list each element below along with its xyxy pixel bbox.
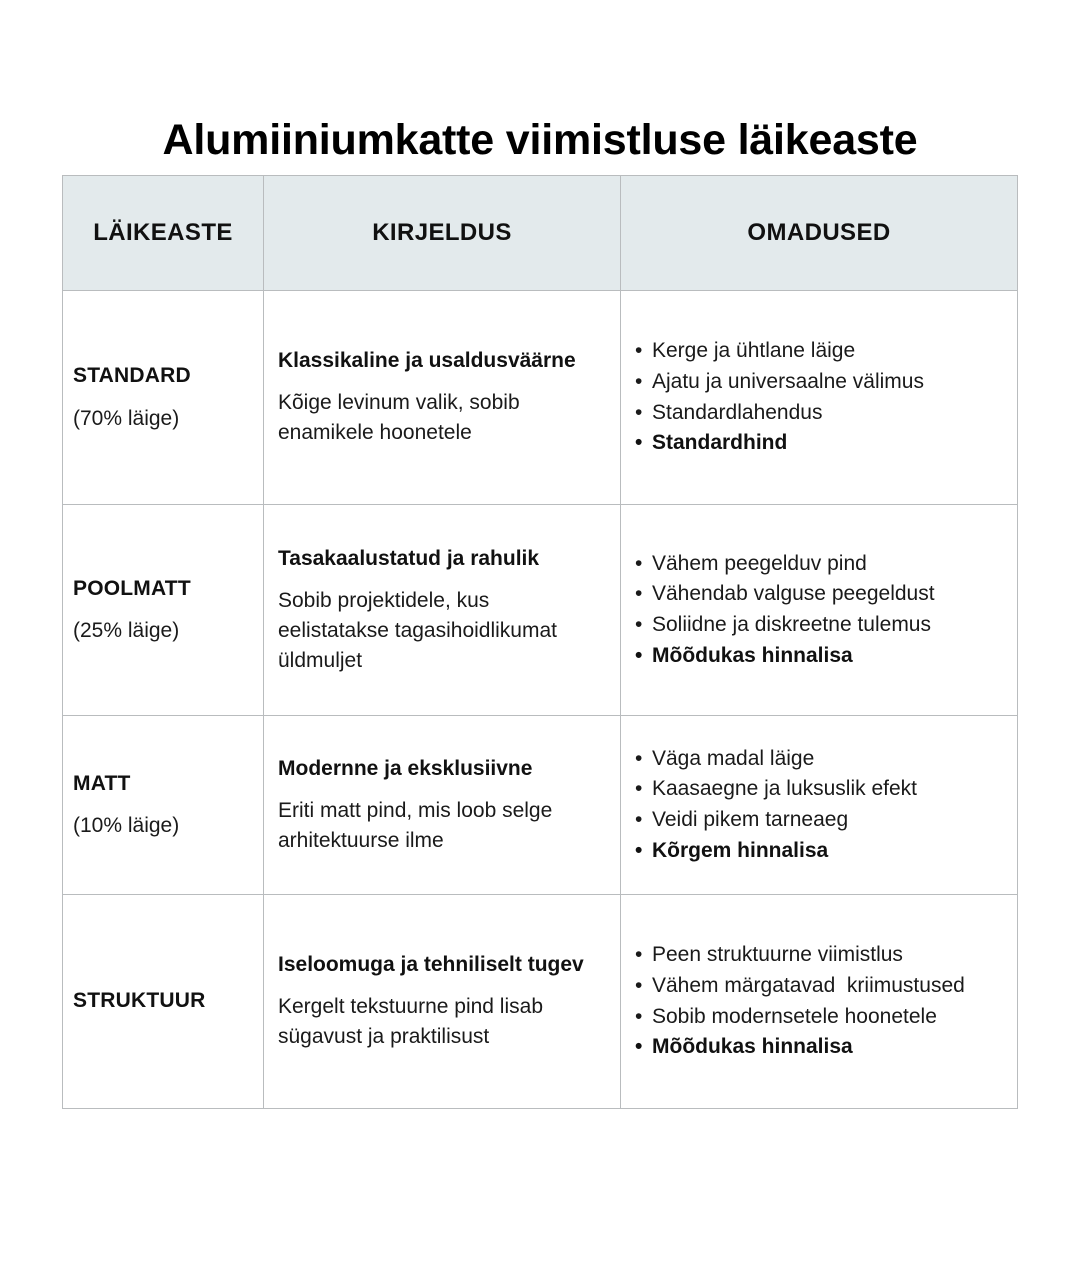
cell-description [264,716,621,895]
list-item: • Vähendab valguse peegeldust [635,579,1001,610]
cell-properties [621,291,1018,505]
list-item: • Ajatu ja universaalne välimus [635,367,1001,398]
description-headline: Tasakaalustatud ja rahulik [278,546,540,570]
description-headline: Modernne ja eksklusiivne [278,756,533,780]
list-item: • Standardlahendus [635,398,1001,429]
grade-name: MATT [73,771,131,795]
list-item: • Kerge ja ühtlane läige [635,336,1001,367]
cell-properties [621,716,1018,895]
description-headline: Iseloomuga ja tehniliselt tugev [278,953,584,977]
list-item: • Sobib modernsetele hoonetele [635,1002,1001,1033]
page-title: Alumiiniumkatte viimistluse läikeaste [162,115,918,164]
description-body: Kergelt tekstuurne pind lisab sügavust ja praktilisust [278,995,543,1049]
cell-grade [63,716,264,895]
list-item: • Standardhind [635,428,1001,459]
list-item: • Kõrgem hinnalisa [635,836,1001,867]
table-row [63,505,1018,716]
grade-name: STANDARD [73,364,191,388]
grade-gloss-value: (70% läige) [73,406,180,430]
feature-list [635,549,1001,672]
description-headline: Klassikaline ja usaldusväärne [278,349,576,373]
table-header [63,176,1018,291]
description-body: Kõige levinum valik, sobib enamikele hoonetele [278,391,520,445]
cell-description [264,291,621,505]
description-body: Eriti matt pind, mis loob selge arhitektuurse ilme [278,798,553,852]
table-row [63,291,1018,505]
cell-properties [621,505,1018,716]
gloss-grade-table [62,175,1018,1109]
grade-name: STRUKTUUR [73,989,206,1013]
column-header-omadused: OMADUSED [621,176,1018,291]
list-item: • Vähem peegelduv pind [635,549,1001,580]
list-item: • Mõõdukas hinnalisa [635,1032,1001,1063]
table-header-row [63,176,1018,291]
grade-gloss-value: (10% läige) [73,814,180,837]
feature-list [635,940,1001,1063]
cell-properties [621,895,1018,1109]
list-item: • Soliidne ja diskreetne tulemus [635,610,1001,641]
list-item: • Kaasaegne ja luksuslik efekt [635,774,1001,805]
grade-gloss-value: (25% läige) [73,619,180,642]
cell-grade [63,505,264,716]
grade-name: POOLMATT [73,576,191,600]
list-item: • Vähem märgatavad kriimustused [635,971,1001,1002]
list-item: • Veidi pikem tarneaeg [635,805,1001,836]
cell-grade [63,895,264,1109]
list-item: • Väga madal läige [635,744,1001,775]
table-row [63,716,1018,895]
description-body: Sobib projektidele, kus eelistatakse tagasihoidlikumat üldmuljet [278,588,557,672]
feature-list [635,744,1001,867]
cell-description [264,895,621,1109]
column-header-kirjeldus: KIRJELDUS [264,176,621,291]
feature-list [635,336,1001,459]
column-header-laikeaste: LÄIKEASTE [63,176,264,291]
cell-description [264,505,621,716]
list-item: • Peen struktuurne viimistlus [635,940,1001,971]
cell-grade [63,291,264,505]
table-body [63,291,1018,1109]
table-row [63,895,1018,1109]
list-item: • Mõõdukas hinnalisa [635,641,1001,672]
